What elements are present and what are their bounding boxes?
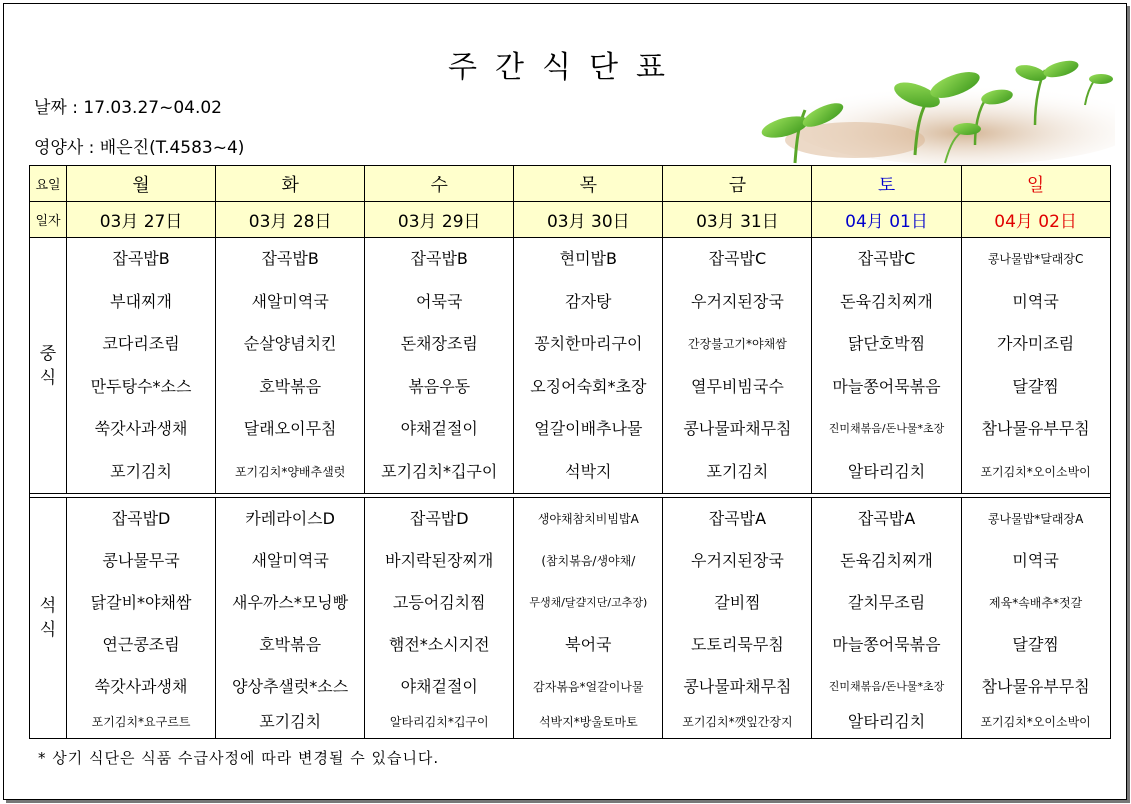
date-wed: 03月 29日 [365,202,514,238]
menu-item: 잡곡밥B [112,249,170,268]
menu-item: 달래오이무침 [243,419,337,438]
menu-item: 햄전*소시지전 [388,635,490,654]
date-thu: 03月 30日 [514,202,663,238]
menu-item: 마늘쫑어묵볶음 [832,635,941,654]
menu-item: 야채겉절이 [400,419,478,438]
menu-item: 돈채장조림 [400,334,478,353]
menu-item: 바지락된장찌개 [385,551,494,570]
dinner-day-cell [216,498,365,739]
menu-item: 어묵국 [416,291,463,311]
date-label: 일자 [30,202,67,238]
weekday-row [30,166,1111,202]
menu-item: 달걀찜 [1012,376,1059,396]
date-mon: 03月 27日 [67,202,216,238]
sprout-illustration [735,55,1115,165]
menu-item: 알타리김치 [847,461,926,481]
lunch-label [30,238,67,494]
dinner-label [30,498,67,739]
menu-item: 콩나물밥*달래장A [987,512,1084,526]
day-sun: 일 [961,166,1110,202]
menu-item: 진미채볶음/돈나물*초장 [828,680,945,693]
weekly-menu-table [29,165,1111,739]
dietitian-info: 영양사 : 배은진(T.4583~4) [34,138,245,158]
menu-item: 포기김치 [706,461,769,481]
dinner-day-cell [812,498,961,739]
menu-item: 새알미역국 [251,551,329,570]
menu-item: 포기김치*깁구이 [381,461,498,481]
dinner-label-text: 석식 [39,596,57,640]
menu-item: 포기김치*오이소박이 [980,464,1091,479]
lunch-day-cell [663,238,812,494]
menu-item: 간장불고기*야채쌈 [688,337,787,351]
menu-item: 새우까스*모닝빵 [232,593,349,612]
menu-item: 호박볶음 [259,376,322,396]
menu-item: 포기김치*요구르트 [91,715,191,729]
menu-item: 연근콩조림 [102,635,180,654]
menu-item: 포기김치 [259,712,322,731]
menu-item: 가자미조림 [996,334,1075,353]
menu-item: 미역국 [1012,291,1059,311]
day-fri: 금 [663,166,812,202]
page-title: 주간식단표 [448,50,683,85]
menu-item: 현미밥B [559,249,617,268]
menu-item: 잡곡밥A [857,509,916,528]
menu-item: 쑥갓사과생채 [94,419,188,438]
weekday-label: 요일 [30,166,67,202]
day-sat: 토 [812,166,961,202]
date-sat: 04月 01日 [812,202,961,238]
menu-item: 갈비찜 [714,593,761,612]
menu-item: 콩나물파채무침 [683,419,792,438]
menu-item: 진미채볶음/돈나물*초장 [828,422,945,435]
menu-item: 잡곡밥D [409,509,469,528]
menu-item: 만두탕수*소스 [90,376,192,396]
menu-item: 닭단호박찜 [847,334,926,353]
date-sun: 04月 02日 [961,202,1110,238]
menu-item: 감자탕 [565,291,612,311]
menu-item: 갈치무조림 [847,593,926,612]
lunch-day-cell [961,238,1110,494]
menu-item: 제육*속배추*젓갈 [989,596,1083,610]
menu-item: 참나물유부무침 [981,419,1090,438]
date-tue: 03月 28日 [216,202,365,238]
menu-item: 달걀찜 [1012,635,1059,654]
menu-item: 쑥갓사과생채 [94,677,188,696]
menu-item: 콩나물무국 [102,551,180,570]
menu-item: 양상추샐럿*소스 [232,677,349,696]
date-range: 날짜 : 17.03.27~04.02 [34,98,222,118]
lunch-day-cell [216,238,365,494]
day-tue: 화 [216,166,365,202]
lunch-day-cell [812,238,961,494]
menu-item: 콩나물파채무침 [683,677,792,696]
lunch-day-cell [67,238,216,494]
menu-item: 잡곡밥C [708,249,767,268]
menu-item: 잡곡밥B [410,249,468,268]
menu-item: 알타리김치 [847,712,926,731]
menu-item: 콩나물밥*달래장C [987,252,1084,266]
menu-item: 얼갈이배추나물 [534,419,643,438]
menu-item: 미역국 [1012,551,1059,570]
menu-item: 우거지된장국 [691,551,784,570]
footnote: * 상기 식단은 식품 수급사정에 따라 변경될 수 있습니다. [38,749,440,767]
menu-item: 참나물유부무침 [981,677,1090,696]
menu-item: 잡곡밥B [261,249,319,268]
menu-item: 카레라이스D [245,509,335,528]
menu-item: 야채겉절이 [400,677,478,696]
dinner-day-cell [663,498,812,739]
lunch-row [30,238,1111,494]
menu-item: 고등어김치찜 [392,593,486,612]
menu-item: 돈육김치찌개 [840,291,933,311]
menu-item: 무생채/달걀지단/고추장) [529,596,648,609]
menu-item: 잡곡밥D [111,509,171,528]
menu-item: 꽁치한마리구이 [534,334,643,353]
menu-item: 오징어숙회*초장 [530,376,647,396]
menu-item: 열무비빔국수 [691,376,784,396]
menu-item: 포기김치*오이소박이 [980,715,1091,729]
menu-item: 돈육김치찌개 [840,551,933,570]
menu-item: 순살양념치킨 [243,334,337,353]
menu-item: 포기김치*양배추샐럿 [234,464,346,479]
menu-item: 석박지 [565,461,612,481]
dinner-day-cell [365,498,514,739]
lunch-day-cell [514,238,663,494]
menu-item: 볶음우동 [408,376,471,396]
menu-item: 도토리묵무침 [691,635,784,654]
menu-item: 석박지*방울토마토 [538,715,638,729]
menu-item: 포기김치 [110,461,172,481]
menu-item: 코다리조림 [102,334,180,353]
lunch-label-text: 중식 [39,343,57,388]
menu-item: 알타리김치*깁구이 [389,715,489,729]
menu-item: 새알미역국 [251,291,329,311]
menu-item: 마늘쫑어묵볶음 [832,376,941,396]
menu-item: (참치볶음/생야채/ [541,554,636,568]
day-wed: 수 [365,166,514,202]
menu-item: 잡곡밥C [857,249,916,268]
dinner-day-cell [514,498,663,739]
menu-item: 생야채참치비빔밥A [537,512,639,526]
day-thu: 목 [514,166,663,202]
dinner-day-cell [961,498,1110,739]
dinner-row [30,498,1111,739]
menu-item: 잡곡밥A [708,509,767,528]
menu-item: 부대찌개 [110,291,172,311]
menu-item: 닭갈비*야채쌈 [90,593,192,612]
lunch-day-cell [365,238,514,494]
menu-item: 호박볶음 [259,635,322,654]
day-mon: 월 [67,166,216,202]
menu-item: 포기김치*깻잎간장지 [682,715,793,729]
date-row [30,202,1111,238]
menu-item: 감자볶음*얼갈이나물 [533,680,644,694]
date-fri: 03月 31日 [663,202,812,238]
menu-item: 북어국 [565,635,612,654]
menu-item: 우거지된장국 [691,291,784,311]
dinner-day-cell [67,498,216,739]
